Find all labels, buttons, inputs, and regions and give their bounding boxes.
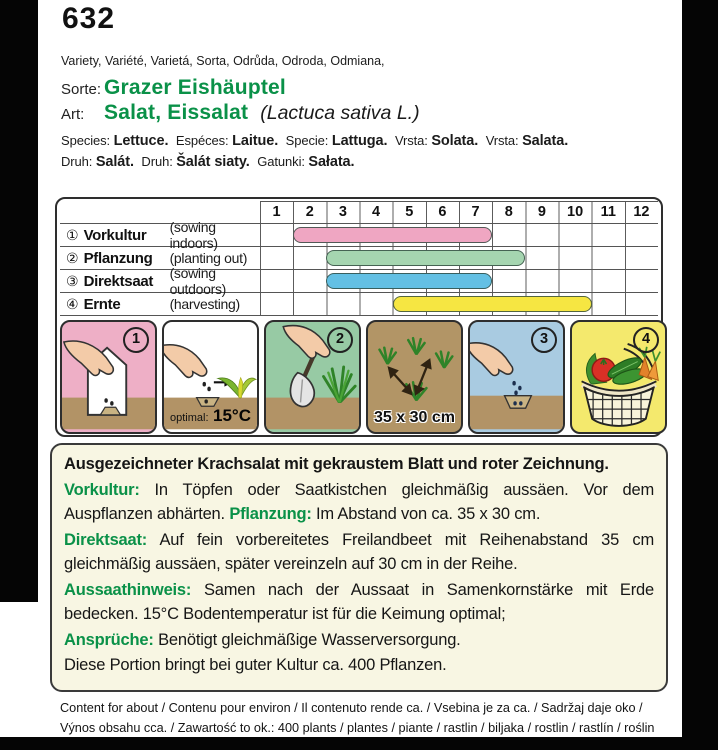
pictogram-sowing-outdoors	[468, 320, 565, 434]
pflanzung-bar	[326, 250, 525, 266]
month-4: 4	[372, 204, 381, 220]
calendar-and-pictograms-box	[55, 197, 663, 437]
sorte-label: Sorte:	[61, 81, 102, 98]
pictogram-sowing-indoors	[60, 320, 157, 434]
calendar-row-pflanzung	[60, 247, 658, 270]
variety-name: Grazer Eishäuptel	[104, 76, 286, 99]
pictogram-harvest-basket	[570, 320, 667, 434]
month-6: 6	[438, 204, 447, 220]
pictogram-badge: 1	[123, 327, 149, 353]
month-12: 12	[633, 204, 650, 220]
paragraph-portion: Diese Portion bringt bei guter Kultur ca. 400 Pflanzen.	[64, 656, 447, 674]
month-9: 9	[537, 204, 546, 220]
paragraph-aussaathinweis: Aussaathinweis: Samen nach der Aussaat in Samenkornstärke mit Erde bedecken. 15°C Bodentemperatur ist für die Keimung optimal;	[64, 580, 654, 623]
ernte-bar	[393, 296, 592, 312]
optimal-label: optimal:	[170, 412, 209, 424]
art-label: Art:	[61, 106, 85, 123]
calendar-track	[260, 247, 658, 269]
month-11: 11	[600, 204, 616, 220]
pictogram-badge: 3	[531, 327, 557, 353]
vorkultur-bar	[293, 227, 492, 243]
row-sublabel: (harvesting)	[169, 296, 240, 312]
paragraph-direktsaat: Direktsaat: Auf fein vorbereitetes Freilandbeet mit Reihenabstand 35 cm gleichmäßig aussäen, später vereinzeln auf 30 cm in der Reihe.	[64, 530, 654, 573]
photo-black-band-bottom	[0, 737, 718, 750]
paragraph-ansprueche: Ansprüche: Benötigt gleichmäßige Wasserversorgung.	[64, 630, 461, 649]
species-line-2: Druh: Salát. Druh: Šalát siaty. Gatunki: Sałata.	[61, 154, 355, 170]
calendar-header-row	[60, 201, 658, 224]
pictogram-row	[60, 320, 658, 434]
paragraph-vorkultur: Vorkultur: In Töpfen oder Saatkistchen gleichmäßig aussäen. Vor dem Auspflanzen abhärten. Pflanzung: Im Abstand von ca. 35 x 30 cm.	[64, 480, 654, 523]
species-line-1: Species: Lettuce. Espéces: Laitue. Specie: Lattuga. Vrsta: Solata. Vrsta: Salata.	[61, 133, 569, 149]
row-sublabel: (planting out)	[169, 250, 248, 266]
calendar-row-ernte	[60, 293, 658, 316]
month-7: 7	[471, 204, 480, 220]
row-label: Pflanzung	[83, 249, 153, 267]
content-footer	[60, 698, 666, 738]
calendar-row-vorkultur	[60, 219, 658, 251]
row-number: ③	[66, 272, 79, 289]
row-sublabel: (sowing outdoors)	[169, 265, 227, 297]
photo-black-band-right	[682, 0, 718, 750]
row-label: Direktsaat	[83, 272, 154, 290]
pictogram-optimal-temperature	[162, 320, 259, 434]
row-number: ②	[66, 249, 79, 266]
sowing-calendar-table	[60, 201, 658, 316]
row-sublabel: (sowing indoors)	[169, 219, 218, 251]
sorte-row	[61, 76, 286, 100]
footer-line-2: Výnos obsahu cca. / Zawartość to ok.: 400 plants / plantes / piante / rastlin / biljaka / rostlin / rastlín / roślin	[60, 721, 655, 735]
row-number: ④	[66, 295, 79, 312]
row-label: Ernte	[83, 295, 121, 313]
row-label: Vorkultur	[83, 226, 147, 244]
month-1: 1	[272, 204, 281, 220]
pictogram-plant-spacing	[366, 320, 463, 434]
month-10: 10	[567, 204, 584, 220]
calendar-track	[260, 270, 658, 292]
footer-line-1: Content for about / Contenu pour environ / Il contenuto rende ca. / Vsebina je za ca. / Sadržaj daje oko /	[60, 701, 643, 715]
description-box	[50, 443, 668, 692]
latin-name: (Lactuca sativa L.)	[260, 102, 420, 124]
month-2: 2	[305, 204, 314, 220]
photo-black-band-left	[0, 0, 38, 602]
month-5: 5	[405, 204, 414, 220]
month-header	[260, 201, 658, 223]
variety-multilang-line: Variety, Variété, Varietá, Sorta, Odrůda, Odroda, Odmiana,	[61, 54, 385, 68]
page-number: 632	[62, 2, 116, 35]
calendar-row-direktsaat	[60, 265, 658, 297]
calendar-track	[260, 224, 658, 246]
month-3: 3	[338, 204, 347, 220]
month-8: 8	[504, 204, 513, 220]
pictogram-badge: 4	[633, 327, 659, 353]
spacing-caption: 35 x 30 cm	[374, 409, 455, 426]
species-common-name: Salat, Eissalat	[104, 101, 249, 124]
pictogram-planting-out	[264, 320, 361, 434]
calendar-track	[260, 293, 658, 315]
art-row	[61, 101, 420, 125]
optimal-temperature-caption	[164, 406, 257, 426]
pictogram-badge: 2	[327, 327, 353, 353]
description-headline: Ausgezeichneter Krachsalat mit gekraustem Blatt und roter Zeichnung.	[64, 455, 609, 473]
direktsaat-bar	[326, 273, 492, 289]
temperature-value: 15°C	[213, 406, 251, 425]
row-number: ①	[66, 226, 79, 243]
